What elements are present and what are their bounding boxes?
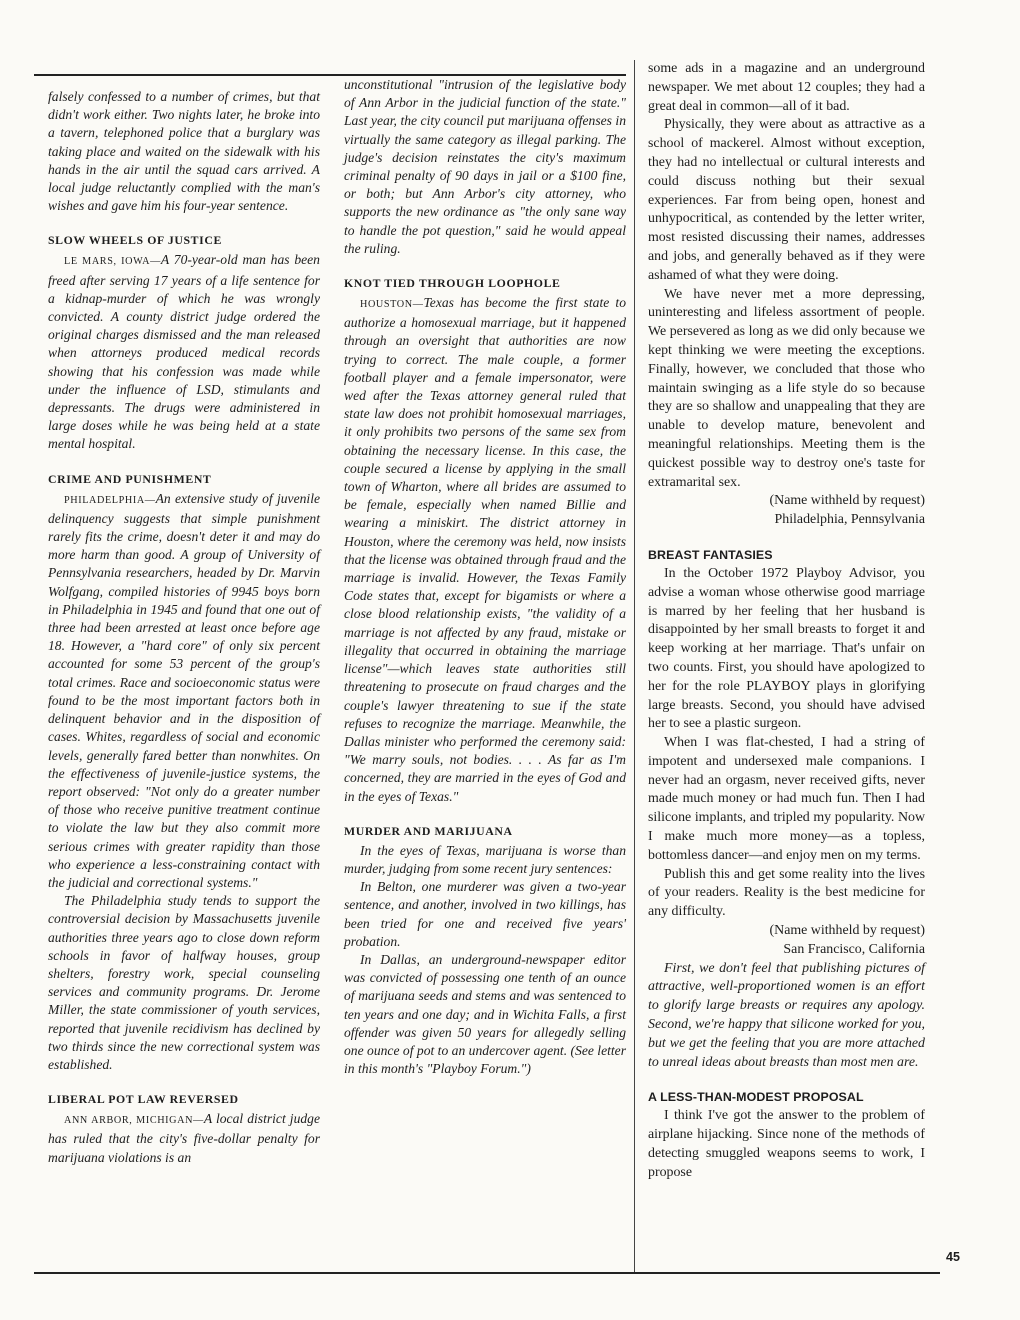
headline-murder-marijuana: MURDER AND MARIJUANA: [344, 823, 513, 838]
signature-place: Philadelphia, Pennsylvania: [774, 512, 925, 528]
article-text: A local district judge has ruled that the city's five-dollar penalty for marijuana violations is an: [48, 1111, 320, 1165]
continued-paragraph: unconstitutional "intrusion of the legislative body of Ann Arbor in the judicial function of the state." Last year, the city council put marijuana offenses in virtually the same category as illegal parking. The judge's decision reinstates the city's maximum criminal penalty of 90 days in jail or a $100 fine, or both; but Ann Arbor's city attorney, who supports the new ordinance as "the only sane way to handle the pot question," said he would appeal the ruling.: [344, 77, 626, 256]
letter-paragraph: Publish this and get some reality into the lives of your readers. Reality is the best medicine for any difficulty.: [648, 866, 925, 920]
continued-paragraph: some ads in a magazine and an underground newspaper. We met about 12 couples; they had a great deal in common—all of it bad.: [648, 61, 925, 114]
bottom-rule: [34, 1272, 940, 1274]
dateline: PHILADELPHIA—: [64, 494, 156, 506]
article-paragraph: [48, 251, 320, 453]
editor-reply: First, we don't feel that publishing pictures of attractive, well-proportioned women is an effort to glorify large breasts or requires any apology. Second, we're happy that silicone worked for you, but we get the feeling that you are more attached to unreal ideas about breasts than most men are.: [648, 960, 925, 1070]
headline-knot-tied: KNOT TIED THROUGH LOOPHOLE: [344, 276, 561, 291]
headline-crime-punishment: CRIME AND PUNISHMENT: [48, 471, 212, 486]
signature-name: (Name withheld by request): [769, 493, 925, 509]
article-paragraph: In Belton, one murderer was given a two-year sentence, and another, involved in two killings, has been tried for one and received five years' probation.: [344, 879, 626, 949]
letter-paragraph: We have never met a more depressing, uninteresting and lifeless assortment of people. We persevered as long as we did only because we kept thinking we were meeting the exceptions. Finally, however, we concluded that those who maintain swinging as a life style do so because they are so shallow and unappealing that they are unable to develop mature, benevolent and meaningful relationships. Meeting them is the quickest possible way to destroy one's taste for extramarital sex.: [648, 286, 925, 490]
headline-breast-fantasies: BREAST FANTASIES: [648, 547, 773, 562]
article-paragraph: In Dallas, an underground-newspaper editor was convicted of possessing one tenth of an ounce of marijuana seeds and stems and was sentenced to ten years and one day; and in Wichita Falls, a first offender was given 50 years for allegedly selling one ounce of pot to an undercover agent. (See letter in this month's "Playboy Forum."): [344, 951, 626, 1077]
signature-name: (Name withheld by request): [769, 923, 925, 939]
letter-paragraph: When I was flat-chested, I had a string of impotent and undersexed male companions. I never had an orgasm, never received gifts, never made much money or had much fun. Then I had silicone implants, and tripled my popularity. Now I make much more money—as a topless, bottomless dancer—and enjoy men on my terms.: [648, 735, 925, 863]
article-text: A 70-year-old man has been freed after serving 17 years of a life sentence for a kidnap-murder of which he was wrongly convicted. A county district judge ordered the original charges dismissed and the man released when attorneys produced medical records showing that his confession was made while under the influence of LSD, stimulants and depressants. The drugs were administered in large doses while he was being held at a state mental hospital.: [48, 252, 320, 452]
article-paragraph: [48, 490, 320, 892]
dateline: LE MARS, IOWA—: [64, 256, 161, 268]
article-paragraph: The Philadelphia study tends to support the controversial decision by Massachusetts juvenile authorities three years ago to close down reform schools in favor of halfway houses, group shelters, forestry work, special counseling services and community programs. Dr. Jerome Miller, the state commissioner of youth services, reported that juvenile recidivism has declined by two thirds since the new correctional system was established.: [48, 893, 320, 1072]
column-1: [48, 88, 320, 1167]
article-paragraph: [48, 1110, 320, 1167]
headline-less-than-modest: A LESS-THAN-MODEST PROPOSAL: [648, 1090, 864, 1105]
letter-paragraph: I think I've got the answer to the problem of airplane hijacking. Since none of the methods of detecting smuggled weapons seems to work, I propose: [648, 1108, 925, 1180]
headline-slow-wheels: SLOW WHEELS OF JUSTICE: [48, 233, 222, 248]
letter-paragraph: Physically, they were about as attractive as a school of mackerel. Almost without exception, they had no intellectual or cultural interests and could discuss nothing but their sexual experiences. Far from being open, honest and unhypocritical, as contended by the letter writer, most resisted discussing their names, addresses and jobs, and generally behaved as if they were ashamed of what they were doing.: [648, 117, 925, 283]
page-number: 45: [946, 1250, 960, 1264]
article-text: Texas has become the first state to authorize a homosexual marriage, but it happened through an oversight that authorities are now trying to correct. The male couple, a former football player and a female impersonator, were wed after the Texas attorney general ruled that state law does not prohibit homosexual marriages, it only prohibits two persons of the same sex from obtaining the necessary license. In this case, the couple secured a license by applying in the small town of Wharton, where all brides are assumed to be female, especially when named Billie and wearing a miniskirt. The district attorney in Houston, where the ceremony was held, now insists that the license was obtained through fraud and the marriage is invalid. However, the Texas Family Code states that, except for bigamists or where a close blood relationship exists, "the validity of a marriage is not affected by any fraud, mistake or illegality that occurred in obtaining the marriage license"—which leaves state authorities still threatening to prosecute on fraud charges and the couple's lawyer threatening to sue if the state refuses to recognize the marriage. Meanwhile, the Dallas minister who performed the ceremony said: "We marry souls, not bodies. . . . As far as I'm concerned, they are married in the eyes of God and in the eyes of Texas.": [344, 295, 626, 804]
continued-paragraph: falsely confessed to a number of crimes, but that didn't work either. Two nights later, he broke into a tavern, telephoned police that a burglary was taking place and waited on the sidewalk with his hands in the air until the squad cars arrived. A local judge reluctantly complied with the man's wishes and gave him his four-year sentence.: [48, 89, 320, 214]
letter-paragraph: In the October 1972 Playboy Advisor, you advise a woman whose otherwise good marriage is marred by her feeling that her husband is disappointed by her small breasts to forget it and keep working at her marriage. That's unfair on two counts. First, you should have apologized to her for the role PLAYBOY plays in glorifying large breasts. Second, you should have advised her to see a plastic surgeon.: [648, 565, 925, 732]
article-paragraph: [344, 294, 626, 806]
column-divider: [634, 60, 635, 1272]
article-paragraph: In the eyes of Texas, marijuana is worse than murder, judging from some recent jury sentences:: [344, 842, 626, 876]
headline-liberal-pot-law: LIBERAL POT LAW REVERSED: [48, 1092, 239, 1107]
signature-place: San Francisco, California: [783, 941, 925, 957]
column-3: [648, 60, 925, 1183]
dateline: ANN ARBOR, MICHIGAN—: [64, 1115, 204, 1127]
column-2: [344, 76, 626, 1078]
dateline: HOUSTON—: [360, 299, 424, 311]
article-text: An extensive study of juvenile delinquency suggests that simple punishment rarely fits the crime, doesn't deter it and may do more harm than good. A group of University of Pennsylvania researchers, headed by Dr. Marvin Wolfgang, compiled histories of 9945 boys born in Philadelphia in 1945 and found that one out of three had been arrested at least once before age 18. However, a "hard core" of only six percent accounted for some 53 percent of the group's total crimes. Race and socioeconomic status were found to be the most important factors both in delinquent behavior and in the disposition of cases. Whites, regardless of social and economic levels, generally fared better than nonwhites. On the effectiveness of juvenile-justice systems, the report observed: "Not only do a greater number of those who receive punitive treatment continue to violate the law but they also commit more serious crimes with greater rapidity than those who experience a less-constraining contact with the judicial and correctional systems.": [48, 490, 320, 890]
